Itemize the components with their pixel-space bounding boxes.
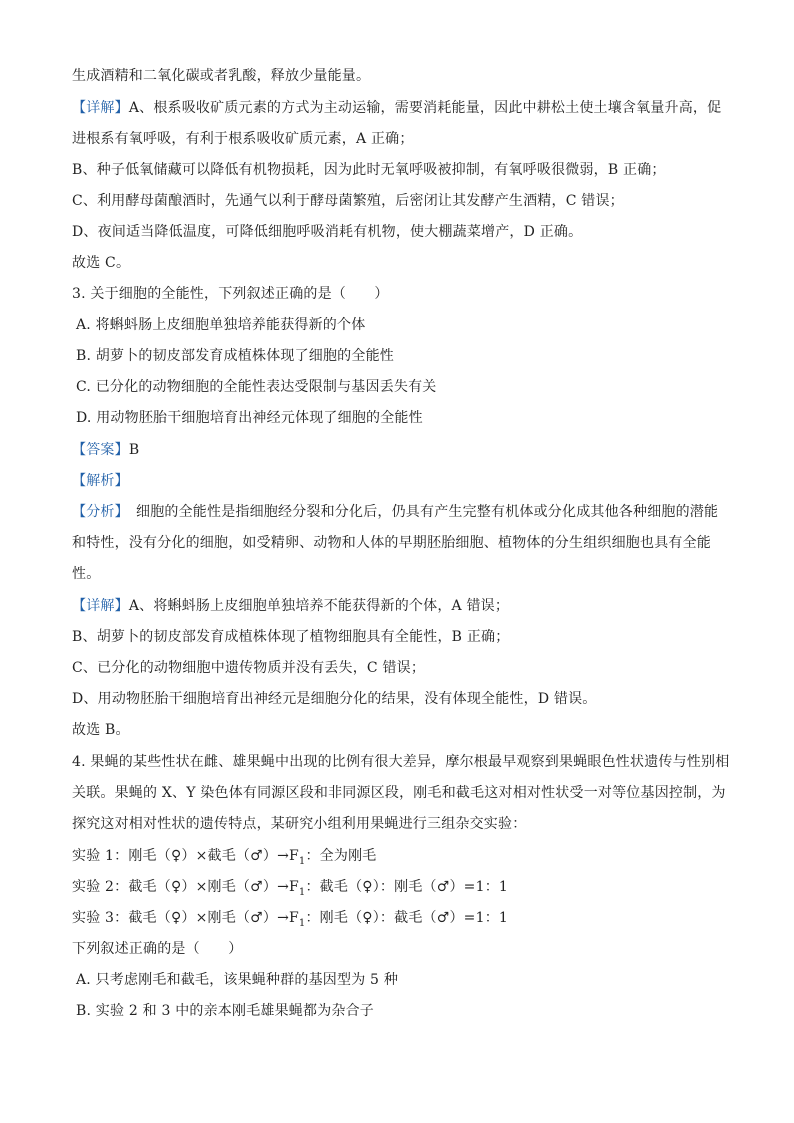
- subscript: 1: [298, 917, 306, 929]
- line-pre: 实验 1：刚毛（♀）×截毛（♂）→F: [72, 848, 299, 864]
- text-line: 故选 B。: [72, 722, 130, 738]
- text-line: 关联。果蝇的 X、Y 染色体有同源区段和非同源区段，刚毛和截毛这对相对性状受一对等位基因控制，为: [72, 785, 726, 801]
- analysis-line: [72, 471, 732, 491]
- line-pre: 实验 2：截毛（♀）×刚毛（♂）→F: [72, 879, 299, 895]
- line-post: ：全为刚毛: [305, 848, 377, 864]
- text-line: [72, 98, 732, 118]
- text-line: 和特性，没有分化的细胞，如受精卵、动物和人体的早期胚胎细胞、植物体的分生组织细胞也具有全能: [72, 535, 711, 551]
- option-c: C. 已分化的动物细胞的全能性表达受限制与基因丢失有关: [76, 379, 437, 395]
- question-stem: 4. 果蝇的某些性状在雌、雄果蝇中出现的比例有很大差异，摩尔根最早观察到果蝇眼色性状遗传与性别相: [72, 754, 730, 770]
- answer-value: B: [128, 442, 140, 458]
- option-a: A. 将蝌蚪肠上皮细胞单独培养能获得新的个体: [76, 317, 366, 333]
- answer-tag: 【答案】: [72, 442, 129, 458]
- experiment-1: [72, 846, 732, 866]
- option-d: D. 用动物胚胎干细胞培育出神经元体现了细胞的全能性: [76, 410, 423, 426]
- section-tag: 【分析】: [72, 504, 122, 520]
- line-body: A、根系吸收矿质元素的方式为主动运输，需要消耗能量，因此中耕松土使土壤含氧量升高，促: [128, 100, 722, 116]
- text-line: [72, 502, 732, 522]
- question-prompt: 下列叙述正确的是（ ）: [72, 941, 243, 957]
- line-post: ：截毛（♀）：刚毛（♂）=1：1: [305, 879, 509, 895]
- option-a: A. 只考虑刚毛和截毛，该果蝇种群的基因型为 5 种: [76, 972, 399, 988]
- option-b: B. 胡萝卜的韧皮部发育成植株体现了细胞的全能性: [76, 348, 394, 364]
- text-line: 生成酒精和二氧化碳或者乳酸，释放少量能量。: [72, 68, 371, 84]
- text-line: D、夜间适当降低温度，可降低细胞呼吸消耗有机物，使大棚蔬菜增产，D 正确。: [72, 224, 583, 240]
- text-line: D、用动物胚胎干细胞培育出神经元是细胞分化的结果，没有体现全能性，D 错误。: [72, 691, 597, 707]
- analysis-tag: 【解析】: [72, 473, 129, 489]
- section-tag: 【详解】: [72, 100, 129, 116]
- line-post: ：刚毛（♀）：截毛（♂）=1：1: [305, 910, 509, 926]
- text-line: [72, 596, 732, 616]
- line-pre: 实验 3：截毛（♀）×刚毛（♂）→F: [72, 910, 299, 926]
- line-body: 细胞的全能性是指细胞经分裂和分化后，仍具有产生完整有机体或分化成其他各种细胞的潜能: [121, 504, 719, 520]
- text-line: 故选 C。: [72, 255, 131, 271]
- subscript: 1: [298, 855, 306, 867]
- text-line: 性。: [72, 566, 101, 582]
- experiment-3: [72, 908, 732, 928]
- section-tag: 【详解】: [72, 598, 129, 614]
- text-line: 探究这对相对性状的遗传特点，某研究小组利用果蝇进行三组杂交实验：: [72, 816, 527, 832]
- question-stem: 3. 关于细胞的全能性，下列叙述正确的是（ ）: [72, 286, 389, 302]
- option-b: B. 实验 2 和 3 中的亲本刚毛雄果蝇都为杂合子: [76, 1003, 375, 1019]
- text-line: C、已分化的动物细胞中遗传物质并没有丢失，C 错误；: [72, 660, 426, 676]
- subscript: 1: [298, 886, 306, 898]
- line-body: A、将蝌蚪肠上皮细胞单独培养不能获得新的个体，A 错误；: [128, 598, 510, 614]
- answer-line: [72, 440, 732, 460]
- text-line: B、胡萝卜的韧皮部发育成植株体现了植物细胞具有全能性，B 正确；: [72, 629, 510, 645]
- text-line: C、利用酵母菌酿酒时，先通气以利于酵母菌繁殖，后密闭让其发酵产生酒精，C 错误；: [72, 193, 624, 209]
- text-line: 进根系有氧呼吸，有利于根系吸收矿质元素，A 正确；: [72, 131, 414, 147]
- experiment-2: [72, 877, 732, 897]
- text-line: B、种子低氧储藏可以降低有机物损耗，因为此时无氧呼吸被抑制，有氧呼吸很微弱，B 正确；: [72, 162, 666, 178]
